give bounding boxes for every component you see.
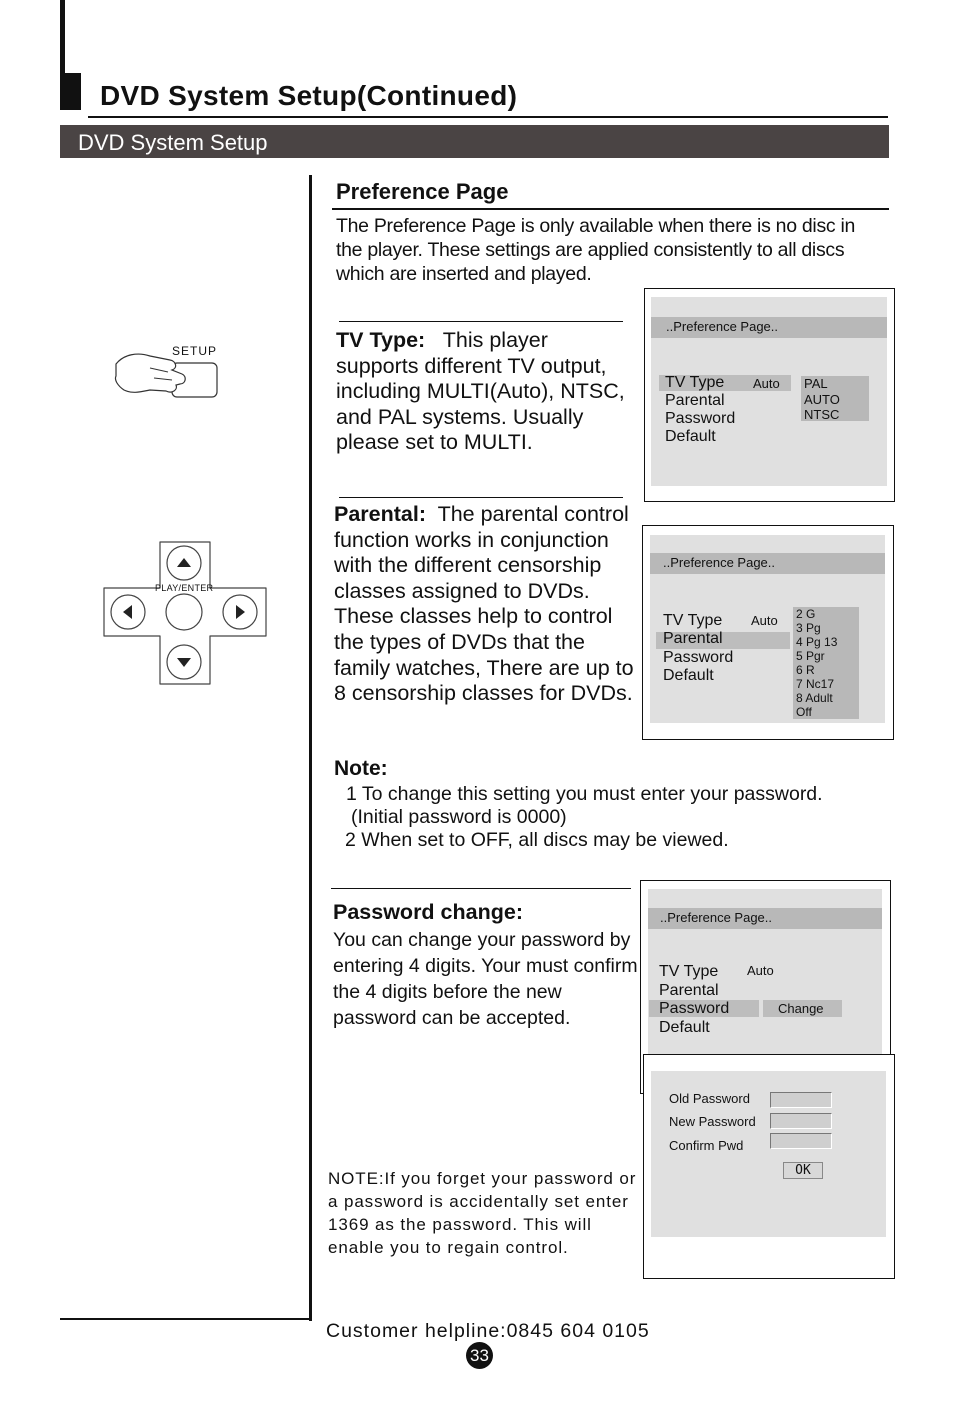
option-2g: 2 G [796, 607, 816, 621]
menu-value-change: Change [778, 1001, 824, 1016]
menu-item-default: Default [663, 667, 714, 684]
old-password-field[interactable] [770, 1092, 832, 1108]
option-off: Off [796, 705, 812, 719]
parental-paragraph [334, 502, 640, 707]
forgot-password-note: NOTE:If you forget your password or a password is accidentally set enter 1369 as the password. This will enable you to regain control. [328, 1169, 637, 1257]
preference-heading: Preference Page [336, 179, 509, 204]
bottom-rule [60, 1318, 311, 1320]
menu-title-bar: ..Preference Page.. [648, 908, 882, 929]
option-ntsc: NTSC [804, 407, 840, 422]
preference-underline [332, 208, 889, 210]
section-title: DVD System Setup [78, 130, 268, 155]
menu-item-default: Default [665, 428, 716, 445]
old-password-label: Old Password [669, 1091, 750, 1106]
parental-separator [339, 497, 623, 498]
parental-text: The parental control function works in conjunction with the different censorship classes assigned to DVDs. These classes help to control the types of DVDs that the family watches, There are up to 8 censorship classes for DVDs. [334, 502, 634, 706]
title-underline [88, 116, 888, 118]
tv-type-paragraph [336, 328, 636, 456]
option-7nc17: 7 Nc17 [796, 677, 835, 691]
password-text: You can change your password by entering 4 digits. Your must confirm the 4 digits before the new password can be accepted. [333, 929, 638, 1029]
menu-value-auto: Auto [753, 376, 780, 391]
menu-background [650, 535, 885, 723]
note-heading: Note: [334, 757, 388, 780]
menu-item-tv-type: TV Type [663, 612, 723, 629]
section-bar [60, 125, 889, 158]
option-5pgr: 5 Pgr [796, 649, 825, 663]
tv-type-separator [339, 321, 623, 322]
menu-item-tv-type: TV Type [665, 374, 725, 391]
menu-value-auto: Auto [747, 963, 774, 978]
password-heading: Password change: [333, 900, 523, 924]
column-divider [309, 175, 312, 1321]
direction-pad-figure [100, 540, 270, 688]
note-line-3: 2 When set to OFF, all discs may be viewed. [345, 829, 729, 851]
option-6r: 6 R [796, 663, 815, 677]
password-dialog-screen [643, 1054, 895, 1279]
menu-background [651, 297, 887, 486]
menu-item-password: Password [663, 649, 734, 666]
new-password-field[interactable] [770, 1113, 832, 1129]
parental-options [793, 607, 859, 719]
page-title: DVD System Setup(Continued) [100, 80, 518, 111]
menu-title-bar: ..Preference Page.. [650, 553, 885, 574]
menu-item-password: Password [659, 1000, 730, 1017]
new-password-label: New Password [669, 1114, 756, 1129]
setup-remote-figure [110, 340, 225, 405]
option-pal: PAL [804, 376, 828, 391]
tv-type-text: This player supports different TV output, including MULTI(Auto), NTSC, and PAL systems. Usually please set to MULTI. [336, 328, 625, 455]
option-8adult: 8 Adult [796, 691, 833, 705]
parental-menu-screen [642, 525, 894, 740]
option-4pg13: 4 Pg 13 [796, 635, 838, 649]
page-number: 33 [466, 1342, 493, 1369]
parental-label: Parental: [334, 502, 427, 526]
play-enter-label: PLAY/ENTER [155, 583, 214, 593]
password-separator [331, 888, 631, 889]
menu-background [648, 889, 882, 1059]
option-3pg: 3 Pg [796, 621, 821, 635]
confirm-password-field[interactable] [770, 1133, 832, 1149]
menu-item-tv-type: TV Type [659, 963, 719, 980]
menu-item-parental: Parental [659, 982, 719, 999]
direction-pad-icon [100, 540, 270, 688]
confirm-password-label: Confirm Pwd [669, 1138, 744, 1153]
note-line-1: 1 To change this setting you must enter your password. [346, 783, 823, 805]
option-auto: AUTO [804, 391, 840, 407]
header-vertical-bar [60, 0, 65, 75]
tv-type-options [801, 376, 869, 421]
menu-item-password: Password [665, 410, 736, 427]
menu-value-auto: Auto [751, 613, 778, 628]
dialog-background [651, 1071, 886, 1237]
menu-item-default: Default [659, 1019, 710, 1036]
hand-pressing-button-icon [110, 340, 225, 405]
tv-type-label: TV Type: [336, 328, 426, 352]
customer-helpline: Customer helpline:0845 604 0105 [326, 1320, 650, 1342]
menu-item-parental: Parental [663, 630, 723, 647]
tv-type-menu-screen [644, 288, 895, 502]
setup-label: SETUP [172, 344, 218, 358]
ok-button[interactable]: OK [783, 1162, 823, 1179]
header-block-marker [60, 73, 81, 110]
note-line-2: (Initial password is 0000) [351, 806, 567, 828]
menu-item-parental: Parental [665, 392, 725, 409]
menu-title-bar: ..Preference Page.. [651, 317, 887, 338]
preference-intro: The Preference Page is only available when there is no disc in the player. These settings are applied consistently to all discs which are inserted and played. [336, 215, 856, 285]
